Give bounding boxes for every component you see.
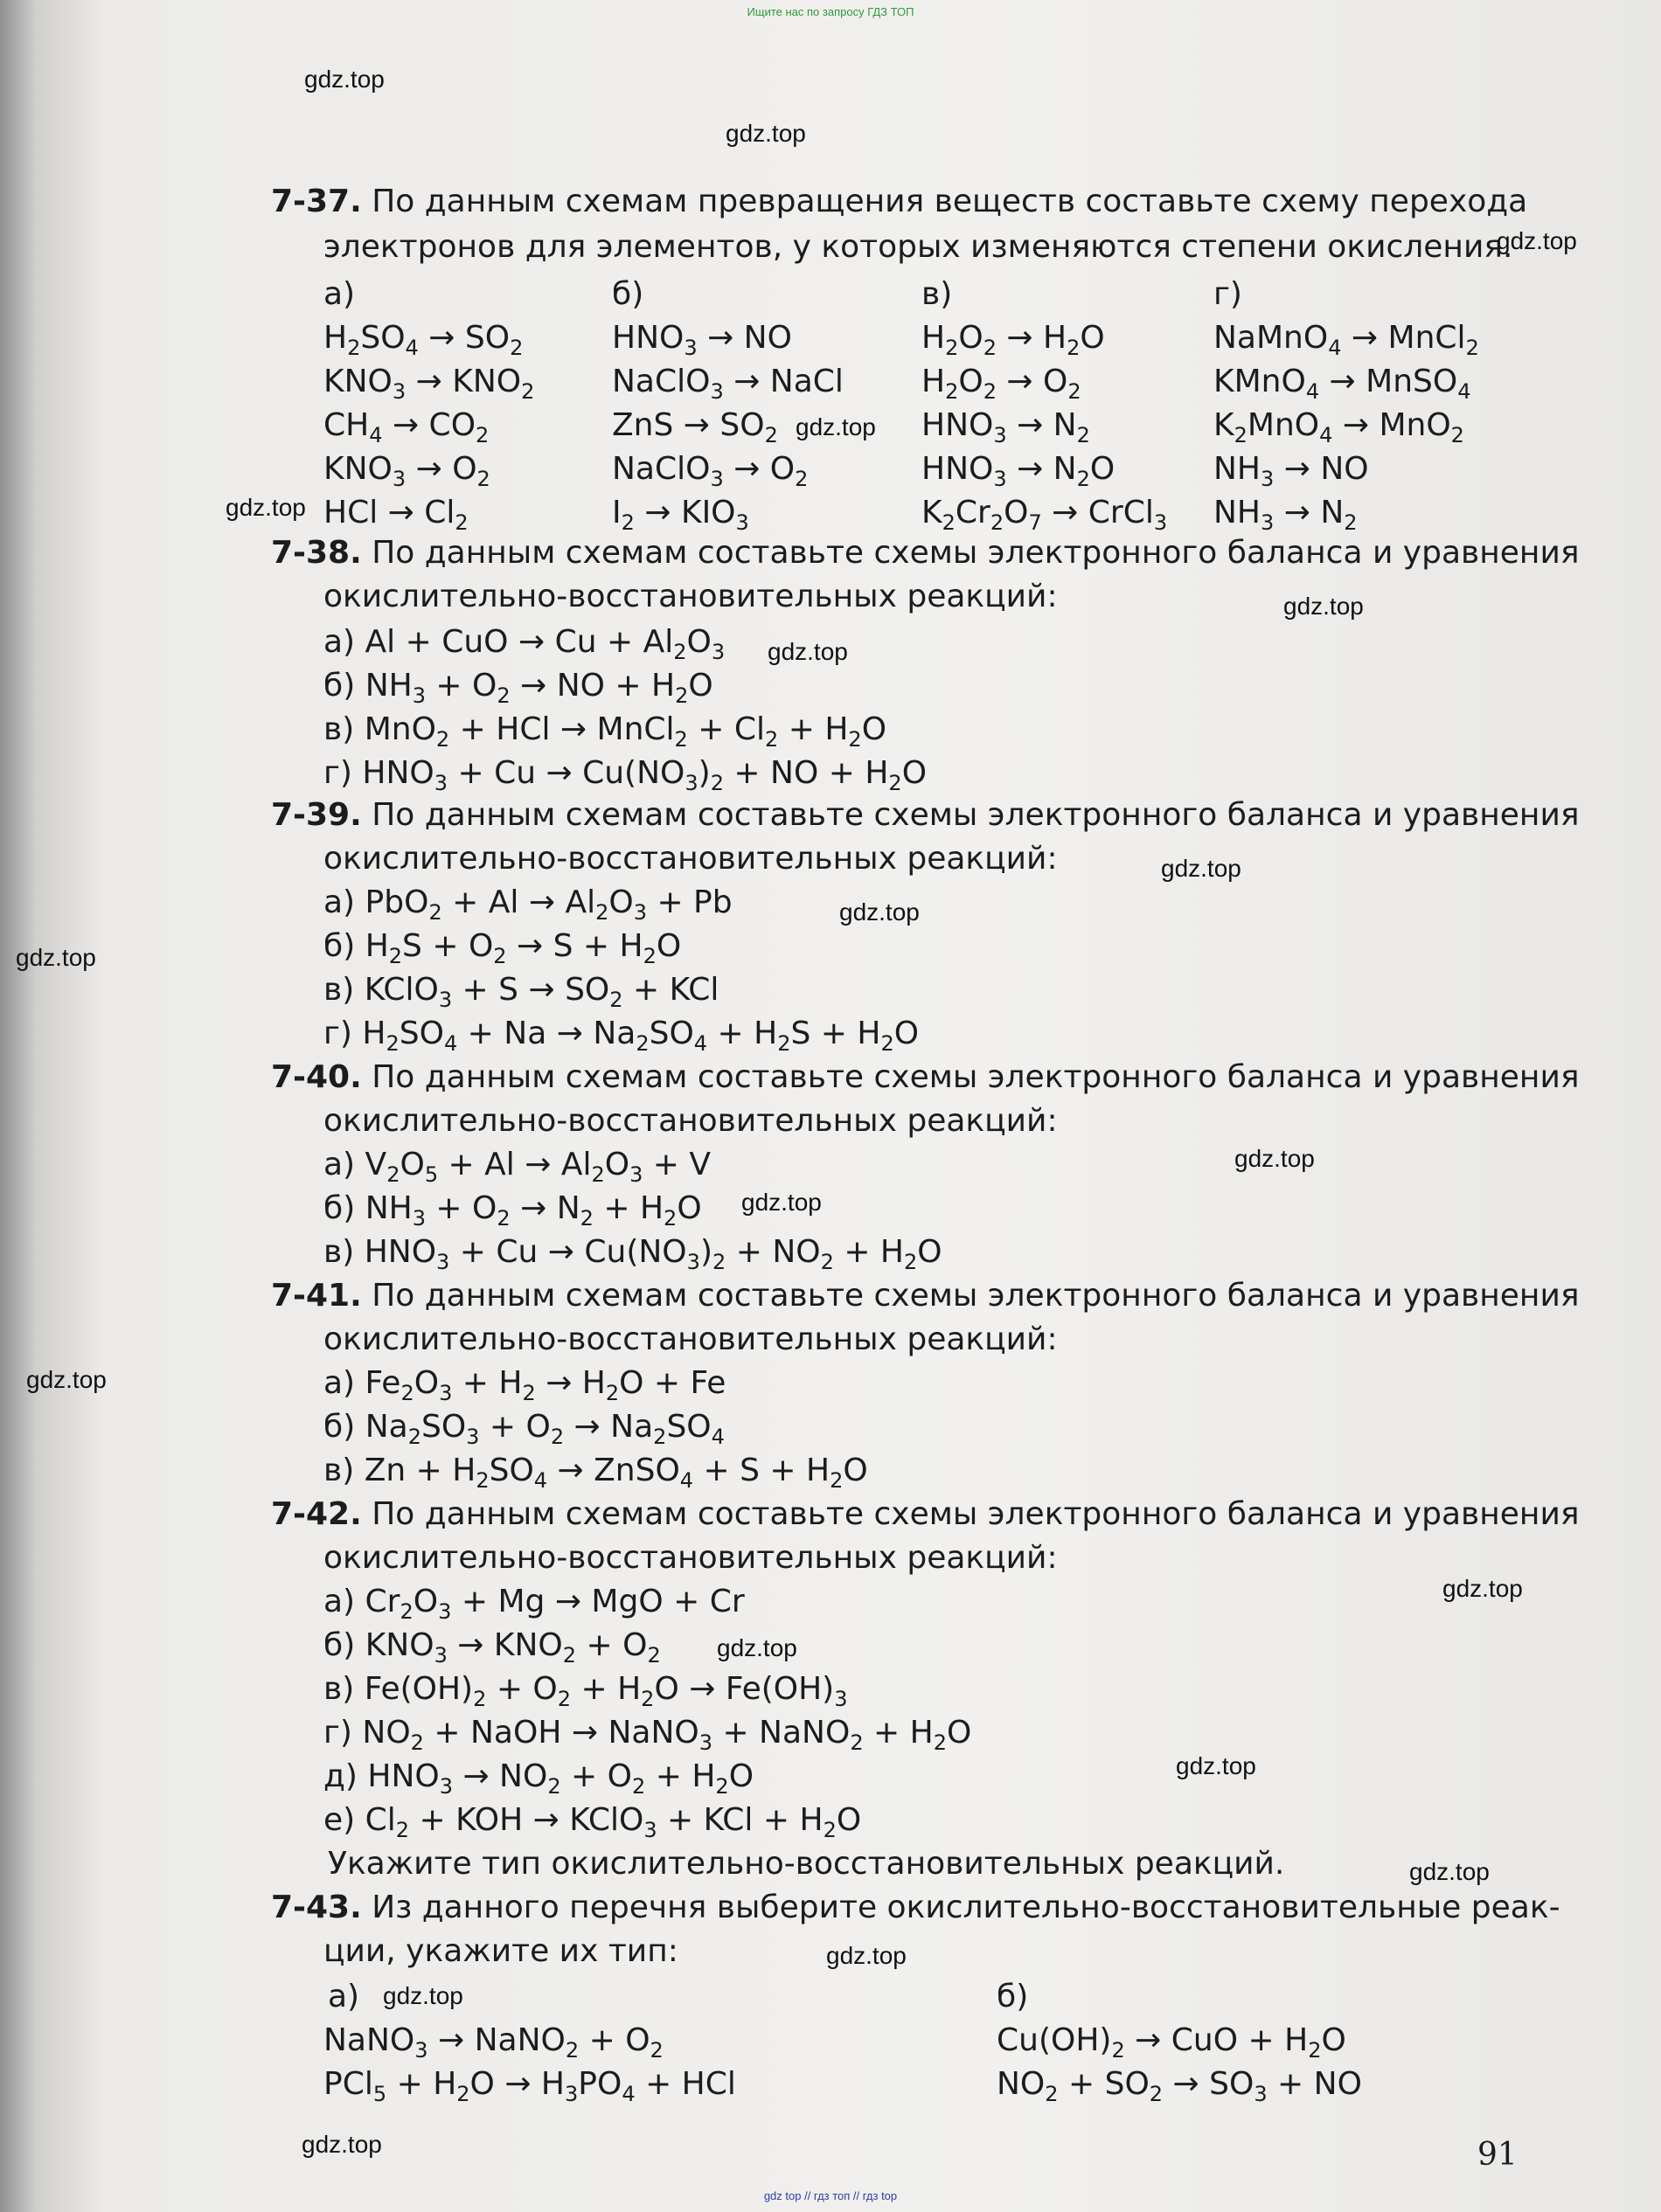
watermark: gdz.top: [1176, 1752, 1256, 1779]
watermark: gdz.top: [768, 638, 848, 665]
problem-text: По данным схемам превращения веществ составьте схему перехода: [372, 184, 1528, 219]
problem-text: По данным схемам составьте схемы электронного баланса и уравнения: [372, 1059, 1580, 1095]
equation: а) Al + CuO → $Cu + Al_2O_3$: [323, 624, 726, 664]
equation: $PCl_5 + H_2O \to H_3PO_4$ + HCl: [323, 2066, 736, 2106]
equation: г) $H_2SO_4 + Na \to Na_2SO_4 + H_2S + H_2O$: [323, 1016, 920, 1056]
problem-text: ции, укажите их тип:: [323, 1933, 678, 1969]
equation: д) $HNO_3 \to NO_2 + O_2 + H_2O$: [323, 1758, 754, 1799]
problem-7-41-header: [271, 1278, 1580, 1314]
problem-text: По данным схемам составьте схемы электронного баланса и уравнения: [372, 797, 1580, 833]
problem-7-40-header: [271, 1059, 1580, 1095]
watermark: gdz.top: [1283, 593, 1364, 620]
problem-text: По данным схемам составьте схемы электронного баланса и уравнения: [372, 1496, 1580, 1532]
scheme-column-a: а) $H_2SO_4 \to SO_2$ $KNO_3 \to KNO_2$ $CH_4 \to CO_2$ $KNO_3 \to O_2$ HCl → $Cl_2$: [323, 273, 534, 535]
scheme-column-c: в) $H_2O_2 \to H_2O$ $H_2O_2 \to O_2$ $HNO_3 \to N_2$ $HNO_3 \to N_2O$ $K_2Cr_2O_7$ → CrCl$_3$: [921, 273, 1167, 535]
equation: в) $HNO_3 + Cu \to Cu(NO_3)_2 + NO_2 + H_2O$: [323, 1234, 942, 1274]
problem-text: окислительно-восстановительных реакций:: [323, 1540, 1058, 1576]
equation: а) $PbO_2 + Al \to Al_2O_3 + Pb$: [323, 884, 733, 925]
problem-7-38-header: [271, 535, 1580, 571]
equation: в) $Zn + H_2SO_4$ → ZnSO$_4$ + $S + H_2O$: [323, 1453, 868, 1493]
watermark: gdz.top: [726, 120, 806, 147]
problem-text: окислительно-восстановительных реакций:: [323, 841, 1058, 877]
equation: NaNO$_3$ → NaNO$_2$ + $O_2$: [323, 2022, 664, 2063]
equation: е) $Cl_2$ + KOH → KClO$_3$ + KCl + $H_2O$: [323, 1802, 862, 1842]
problem-7-37-header: [271, 184, 1527, 219]
problem-number: 7-40.: [271, 1059, 362, 1095]
equation: г) $HNO_3 + Cu \to Cu(NO_3)_2$ + NO + $H_2O$: [323, 755, 928, 795]
watermark: gdz.top: [1234, 1145, 1315, 1172]
column-label: б): [612, 276, 644, 312]
column-label: в): [921, 276, 953, 312]
problem-text: электронов для элементов, у которых изменяются степени окисления.: [323, 229, 1513, 265]
watermark: gdz.top: [839, 898, 920, 926]
equation: а) $V_2O_5 + Al \to Al_2O_3 + V$: [323, 1147, 712, 1187]
watermark: gdz.top: [304, 66, 385, 93]
watermark: gdz.top: [796, 413, 876, 440]
equation: $NO_2 + SO_2 \to SO_3$ + NO: [997, 2066, 1362, 2106]
problem-text: По данным схемам составьте схемы электронного баланса и уравнения: [372, 1278, 1580, 1314]
watermark: gdz.top: [383, 1982, 463, 2009]
equation: б) $NH_3 + O_2$ → NO + $H_2O$: [323, 668, 713, 708]
column-label: а): [323, 276, 356, 312]
problem-text: окислительно-восстановительных реакций:: [323, 579, 1058, 614]
equation: б) $H_2S + O_2 \to S + H_2O$: [323, 928, 682, 968]
problem-7-43-header: [271, 1890, 1560, 1925]
column-label: б): [997, 1979, 1029, 2014]
problem-7-39-header: [271, 797, 1580, 833]
watermark: gdz.top: [717, 1634, 797, 1661]
scheme-column-b: б) $HNO_3$ → NO NaClO$_3$ → NaCl ZnS → $SO_2$ NaClO$_3$ → $O_2$ $I_2 \to KIO_3$: [612, 273, 844, 535]
column-label: г): [1213, 276, 1242, 312]
problem-text: окислительно-восстановительных реакций:: [323, 1321, 1058, 1357]
page-number: 91: [1477, 2137, 1518, 2173]
problem-number: 7-38.: [271, 535, 362, 571]
equation: в) MnO$_2$ + HCl → MnCl$_2$ + $Cl_2 + H_2O$: [323, 711, 887, 752]
watermark: gdz.top: [1409, 1858, 1490, 1885]
column-label: а): [328, 1979, 360, 2014]
watermark: gdz.top: [16, 944, 96, 971]
equation: в) $Fe(OH)_2 + O_2 + H_2O \to Fe(OH)_3$: [323, 1671, 848, 1711]
watermark: gdz.top: [226, 494, 306, 521]
equation: в) KClO$_3$ + $S \to SO_2$ + KCl: [323, 972, 719, 1012]
equation: б) $KNO_3 \to KNO_2 + O_2$: [323, 1627, 661, 1668]
watermark: gdz.top: [741, 1189, 822, 1216]
equation: $Cu(OH)_2$ → CuO + $H_2O$: [997, 2022, 1346, 2063]
watermark: gdz.top: [26, 1366, 107, 1393]
watermark: gdz.top: [1497, 227, 1577, 254]
problem-number: 7-37.: [271, 184, 362, 219]
watermark: gdz.top: [1442, 1575, 1523, 1602]
watermark: gdz.top: [302, 2131, 382, 2158]
problem-number: 7-39.: [271, 797, 362, 833]
problem-number: 7-42.: [271, 1496, 362, 1532]
problem-7-42-header: [271, 1496, 1580, 1532]
equation: б) $Na_2SO_3 + O_2 \to Na_2SO_4$: [323, 1409, 725, 1449]
header-banner: Ищите нас по запросу ГДЗ ТОП: [747, 5, 914, 18]
problem-number: 7-41.: [271, 1278, 362, 1314]
scheme-column-d: г) NaMnO$_4$ → MnCl$_2$ KMnO$_4$ → MnSO$_4$ $K_2MnO_4 \to MnO_2$ $NH_3$ → NO $NH_3 \to N_2$: [1213, 273, 1479, 535]
problem-note: Укажите тип окислительно-восстановительных реакций.: [328, 1846, 1285, 1882]
problem-text: По данным схемам составьте схемы электронного баланса и уравнения: [372, 535, 1580, 571]
watermark: gdz.top: [826, 1942, 907, 1969]
equation: г) $NO_2$ + NaOH → NaNO$_3$ + NaNO$_2$ + $H_2O$: [323, 1715, 972, 1755]
problem-number: 7-43.: [271, 1890, 362, 1925]
problem-text: окислительно-восстановительных реакций:: [323, 1103, 1058, 1139]
equation: а) $Cr_2O_3 + Mg$ → MgO + Cr: [323, 1584, 745, 1624]
footer-banner: gdz top // гдз топ // гдз top: [763, 2189, 898, 2202]
watermark: gdz.top: [1161, 855, 1241, 882]
equation: а) $Fe_2O_3 + H_2 \to H_2O + Fe$: [323, 1365, 726, 1405]
equation: б) $NH_3 + O_2 \to N_2 + H_2O$: [323, 1190, 702, 1231]
problem-text: Из данного перечня выберите окислительно-восстановительные реак-: [372, 1890, 1560, 1925]
